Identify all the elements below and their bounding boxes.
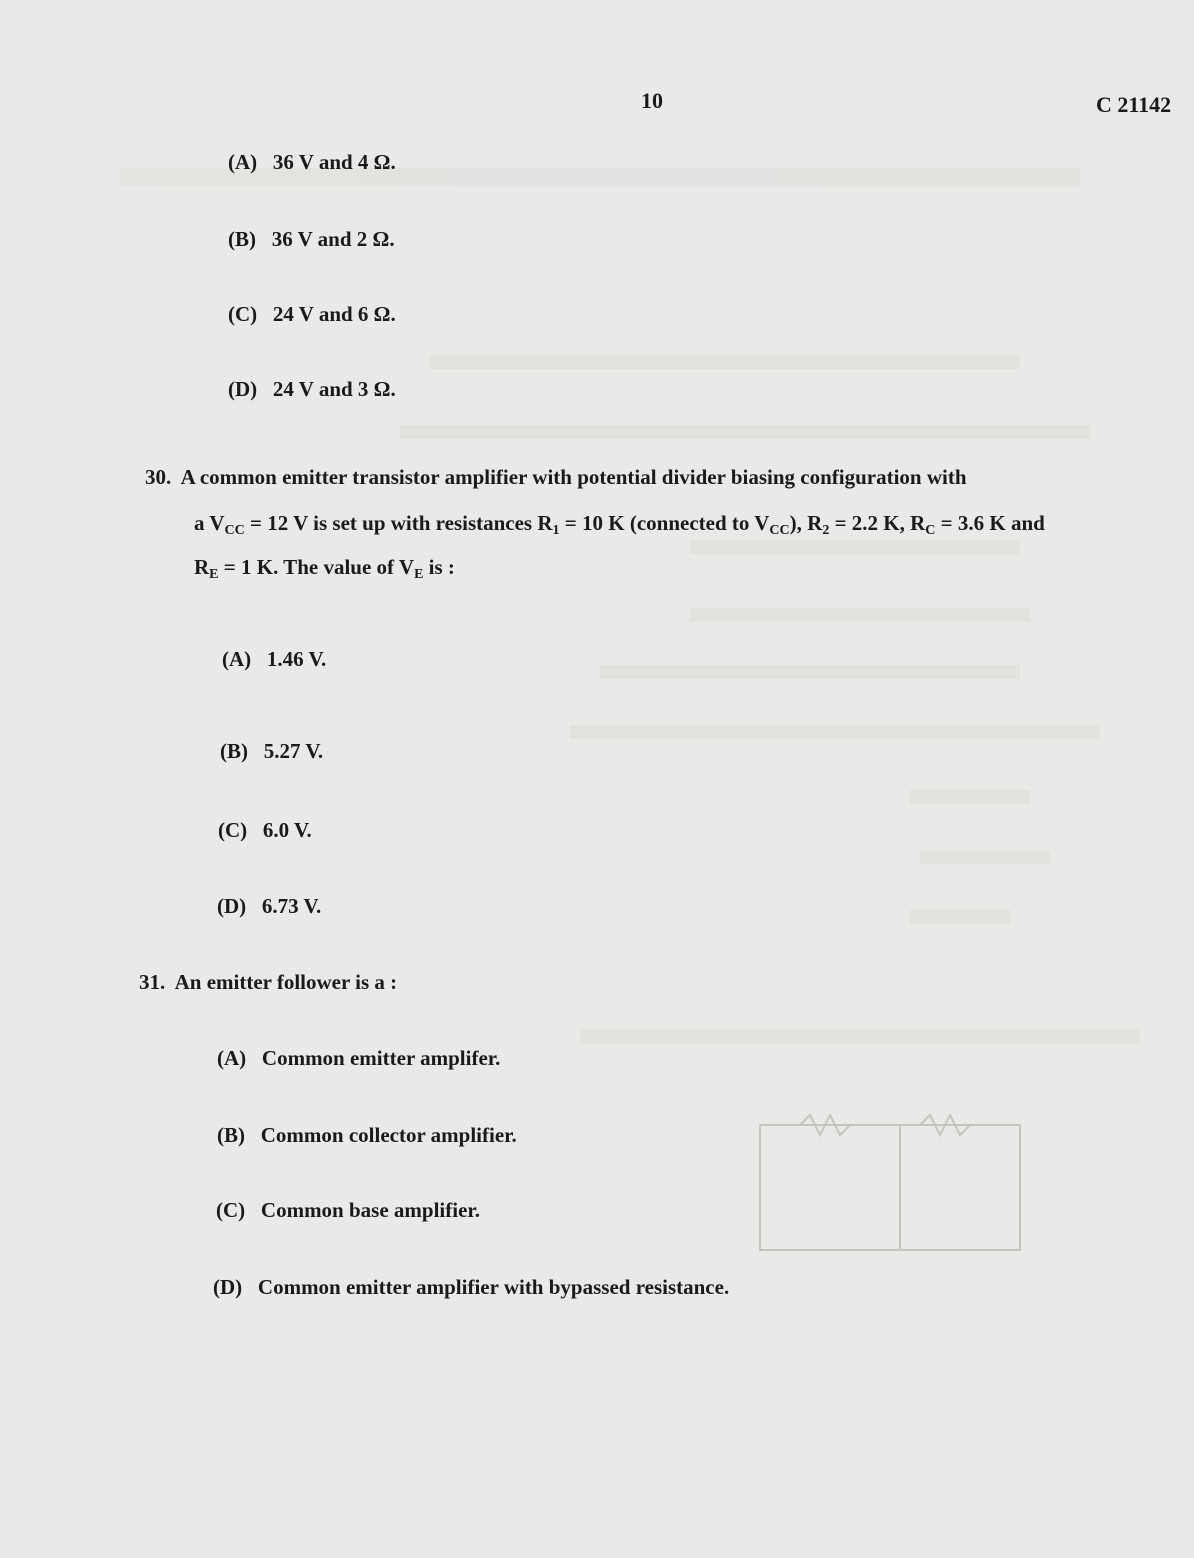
option-label: (A) [228, 150, 258, 174]
bleed-circuit [750, 1110, 1040, 1260]
question-stem-line: a $V_{CC} = 12$ V is set up with resistances $R_1 = 10$ K (connected to $V_{CC}$), $R_2 = 2.2$ K, $R_C = 3.6$ K and [194, 511, 1045, 538]
option-row [217, 1046, 500, 1071]
option-text: 5.27 V. [263, 739, 324, 763]
option-label: (C) [218, 818, 248, 842]
option-text: 36 V and 4 Ω. [272, 150, 396, 174]
option-row [222, 647, 326, 672]
option-row [216, 1198, 480, 1223]
option-label: (A) [222, 647, 252, 671]
option-text: 24 V and 3 Ω. [272, 377, 396, 401]
option-row [217, 894, 321, 919]
option-label: (C) [216, 1198, 246, 1222]
option-text: 6.73 V. [261, 894, 322, 918]
option-row [217, 1123, 517, 1148]
option-label: (A) [217, 1046, 247, 1070]
option-label: (B) [220, 739, 248, 763]
option-label: (D) [213, 1275, 243, 1299]
option-label: (C) [228, 302, 258, 326]
option-row [228, 227, 395, 252]
page-number: 10 [641, 88, 663, 113]
option-text: Common base amplifier. [260, 1198, 481, 1222]
option-text: Common emitter amplifier with bypassed resistance. [257, 1275, 730, 1299]
question-stem-line: $R_E = 1$ K. The value of $V_E$ is : [194, 555, 455, 582]
option-row [220, 739, 323, 764]
option-row [228, 302, 396, 327]
option-text: 6.0 V. [262, 818, 312, 842]
option-row [213, 1275, 729, 1300]
option-text: 36 V and 2 Ω. [271, 227, 395, 251]
option-label: (B) [228, 227, 256, 251]
option-row [228, 377, 396, 402]
paper-code: C 21142 [1096, 92, 1172, 117]
option-row [218, 818, 312, 843]
option-label: (B) [217, 1123, 245, 1147]
question-number: 31. [139, 970, 166, 994]
option-label: (D) [217, 894, 247, 918]
question-stem-line: 31. An emitter follower is a : [139, 970, 398, 994]
question-stem-line: 30. A common emitter transistor amplifier with potential divider biasing configuration with [145, 465, 967, 489]
option-text: 1.46 V. [266, 647, 327, 671]
option-text: Common emitter amplifer. [261, 1046, 501, 1070]
question-number: 30. [145, 465, 172, 489]
option-label: (D) [228, 377, 258, 401]
option-text: 24 V and 6 Ω. [272, 302, 396, 326]
option-text: Common collector amplifier. [260, 1123, 517, 1147]
option-row [228, 150, 396, 175]
